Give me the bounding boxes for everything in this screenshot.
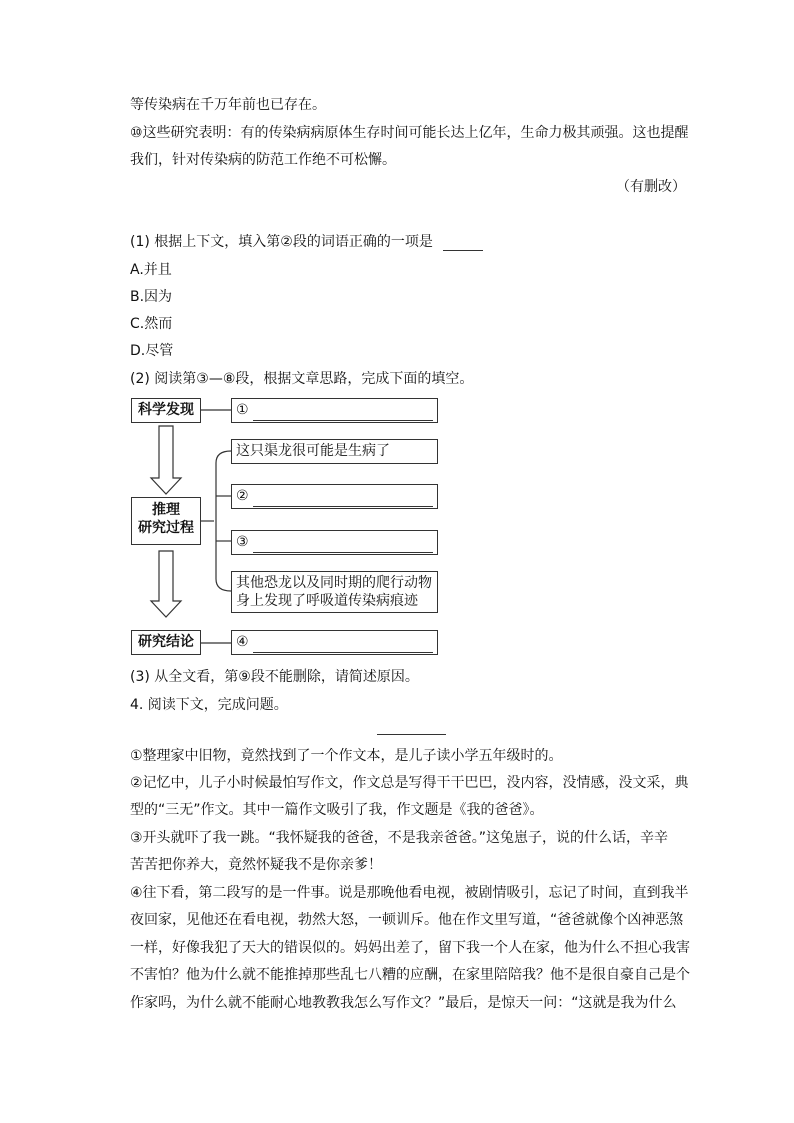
passage-p4-line3: 一样，好像我犯了天大的错误似的。妈妈出差了，留下我一个人在家，他为什么不担心我害 <box>130 940 690 956</box>
passage-p4-line4: 不害怕？他为什么就不能推掉那些乱七八糟的应酬，在家里陪陪我？他不是很自豪自己是个 <box>130 967 690 983</box>
option-d[interactable]: D.尽管 <box>130 343 174 359</box>
passage-p4-line1: ④往下看，第二段写的是一件事。说是那晚他看电视，被剧情吸引，忘记了时间，直到我半 <box>130 885 689 901</box>
blank-number-1: ① <box>236 402 249 418</box>
option-a[interactable]: A.并且 <box>130 262 172 278</box>
source-note: （有删改） <box>616 179 686 195</box>
process-step-4 <box>231 571 438 613</box>
discovery-box: 科学发现 <box>131 398 201 423</box>
passage-p4-line5: 作家吗，为什么就不能耐心地教教我怎么写作文？”最后，是惊天一问：“这就是我为什么 <box>130 995 677 1011</box>
blank-number-4: ④ <box>236 634 249 650</box>
passage-p4-line2: 夜回家，见他还在看电视，勃然大怒，一顿训斥。他在作文里写道，“爸爸就像个凶神恶煞 <box>130 912 684 928</box>
paragraph-10-line2: 我们，针对传染病的防范工作绝不可松懈。 <box>130 152 396 168</box>
fill-line-2[interactable] <box>253 490 433 507</box>
process-step-1: 这只渠龙很可能是生病了 <box>231 439 438 464</box>
passage-p3-line2: 苦苦把你养大，竟然怀疑我不是你亲爹！ <box>130 857 382 873</box>
step4-line1: 其他恐龙以及同时期的爬行动物 <box>236 575 432 591</box>
title-blank[interactable] <box>377 734 446 735</box>
fill-line-3[interactable] <box>253 536 433 553</box>
passage-p1: ①整理家中旧物，竟然找到了一个作文本，是儿子读小学五年级时的。 <box>130 748 563 764</box>
research-process-box <box>131 497 201 545</box>
blank-box-1[interactable] <box>231 398 438 423</box>
fill-line-1[interactable] <box>253 404 433 421</box>
process-label-line1: 推理 <box>152 502 180 518</box>
blank-box-2[interactable] <box>231 484 438 509</box>
passage-p2-line1: ②记忆中，儿子小时候最怕写作文，作文总是写得干干巴巴，没内容，没情感，没文采，典 <box>130 775 689 791</box>
option-b[interactable]: B.因为 <box>130 289 173 305</box>
passage-p3-line1: ③开头就吓了我一跳。“我怀疑我的爸爸，不是我亲爸爸。”这兔崽子，说的什么话，辛辛 <box>130 830 669 846</box>
down-arrow-icon <box>151 426 181 494</box>
fill-line-4[interactable] <box>253 636 433 653</box>
blank-box-4[interactable] <box>231 630 438 655</box>
paragraph-10-line1: ⑩这些研究表明：有的传染病病原体生存时间可能长达上亿年，生命力极其顽强。这也提醒 <box>130 125 689 141</box>
passage-p2-line2: 型的“三无”作文。其中一篇作文吸引了我，作文题是《我的爸爸》。 <box>130 802 544 818</box>
blank-number-3: ③ <box>236 534 249 550</box>
question-3-stem: (3) 从全文看，第⑨段不能删除，请简述原因。 <box>130 669 419 685</box>
text-line: 等传染病在千万年前也已存在。 <box>130 97 326 113</box>
question-2-stem: (2) 阅读第③—⑧段，根据文章思路，完成下面的填空。 <box>130 371 474 387</box>
option-c[interactable]: C.然而 <box>130 316 173 332</box>
blank-number-2: ② <box>236 488 249 504</box>
down-arrow-icon <box>151 551 181 617</box>
blank-box-3[interactable] <box>231 530 438 555</box>
step4-line2: 身上发现了呼吸道传染病痕迹 <box>236 593 418 609</box>
question-4-stem: 4. 阅读下文，完成问题。 <box>130 697 288 713</box>
brace <box>216 451 231 591</box>
process-label-line2: 研究过程 <box>138 520 194 536</box>
conclusion-box: 研究结论 <box>131 630 201 655</box>
question-1-text: (1) 根据上下文，填入第②段的词语正确的一项是 <box>130 234 433 250</box>
